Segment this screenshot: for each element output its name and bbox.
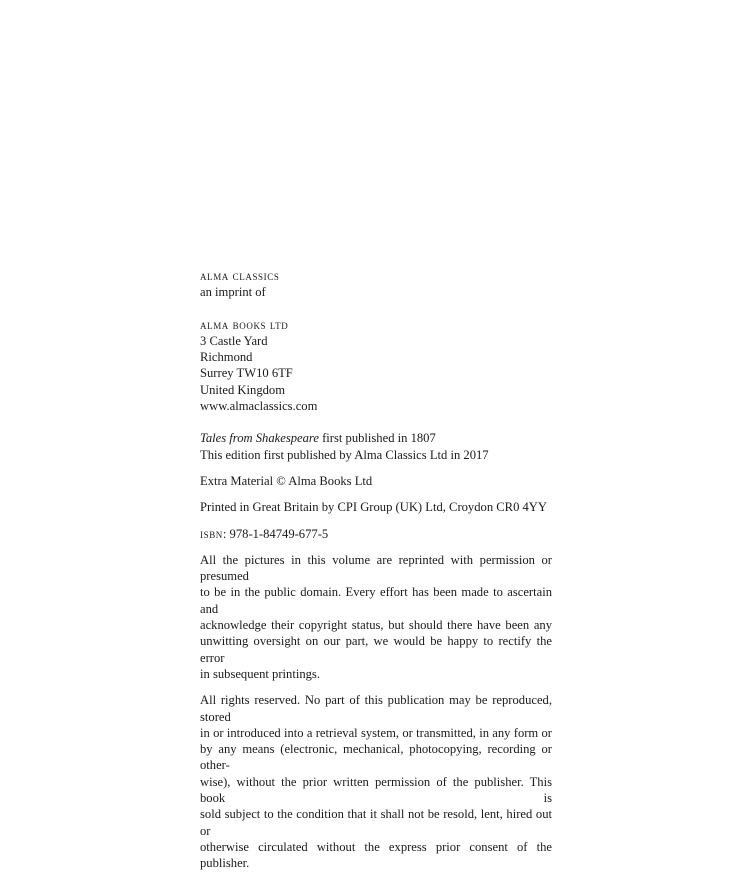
this-edition-line: This edition first published by Alma Classics Ltd in 2017 [200,447,489,462]
edition-block [200,430,552,463]
isbn-label: isbn [200,526,223,541]
isbn-block [200,526,552,542]
notice-line: in subsequent printings. [200,666,320,681]
notice-line: acknowledge their copyright status, but should there have been any [200,618,552,633]
first-published-line [200,430,552,446]
address-line: 3 Castle Yard [200,333,268,348]
imprint-block [200,268,552,301]
first-published-text: first published in 1807 [318,431,436,446]
address-line: United Kingdom [200,382,286,397]
notice-line: otherwise circulated without the express prior consent of the publisher. [200,839,552,871]
extra-material-block [200,473,552,489]
rights-notice [200,692,552,871]
isbn-value: : 978-1-84749-677-5 [222,526,329,541]
notice-line: to be in the public domain. Every effort has been made to ascertain and [200,585,552,616]
book-title: Tales from Shakespeare [200,431,319,446]
publisher-website: www.almaclassics.com [200,399,318,414]
address-line: Richmond [200,350,253,365]
imprint-series: alma classics [200,269,280,283]
notice-line: in or introduced into a retrieval system, or transmitted, in any form or [200,725,552,740]
notice-line: unwitting oversight on our part, we would be happy to rectify the error [200,634,552,665]
copyright-page [200,268,552,872]
printer-block [200,499,552,515]
notice-line: by any means (electronic, mechanical, photocopying, recording or other- [200,742,552,773]
address-line: Surrey TW10 6TF [200,366,293,381]
notice-line: All rights reserved. No part of this publication may be reproduced, stored [200,693,552,724]
notice-line: All the pictures in this volume are reprinted with permission or presumed [200,552,552,584]
notice-line: wise), without the prior written permission of the publisher. This book is [200,774,552,806]
printer-line: Printed in Great Britain by CPI Group (UK) Ltd, Croydon CR0 4YY [200,500,547,515]
publisher-block [200,317,552,415]
publisher-name: alma books ltd [200,317,289,332]
imprint-relation: an imprint of [200,285,266,300]
extra-material-line: Extra Material © Alma Books Ltd [200,473,373,488]
isbn-line [200,526,552,542]
notice-line: sold subject to the condition that it shall not be resold, lent, hired out or [200,807,552,838]
pictures-notice [200,552,552,682]
